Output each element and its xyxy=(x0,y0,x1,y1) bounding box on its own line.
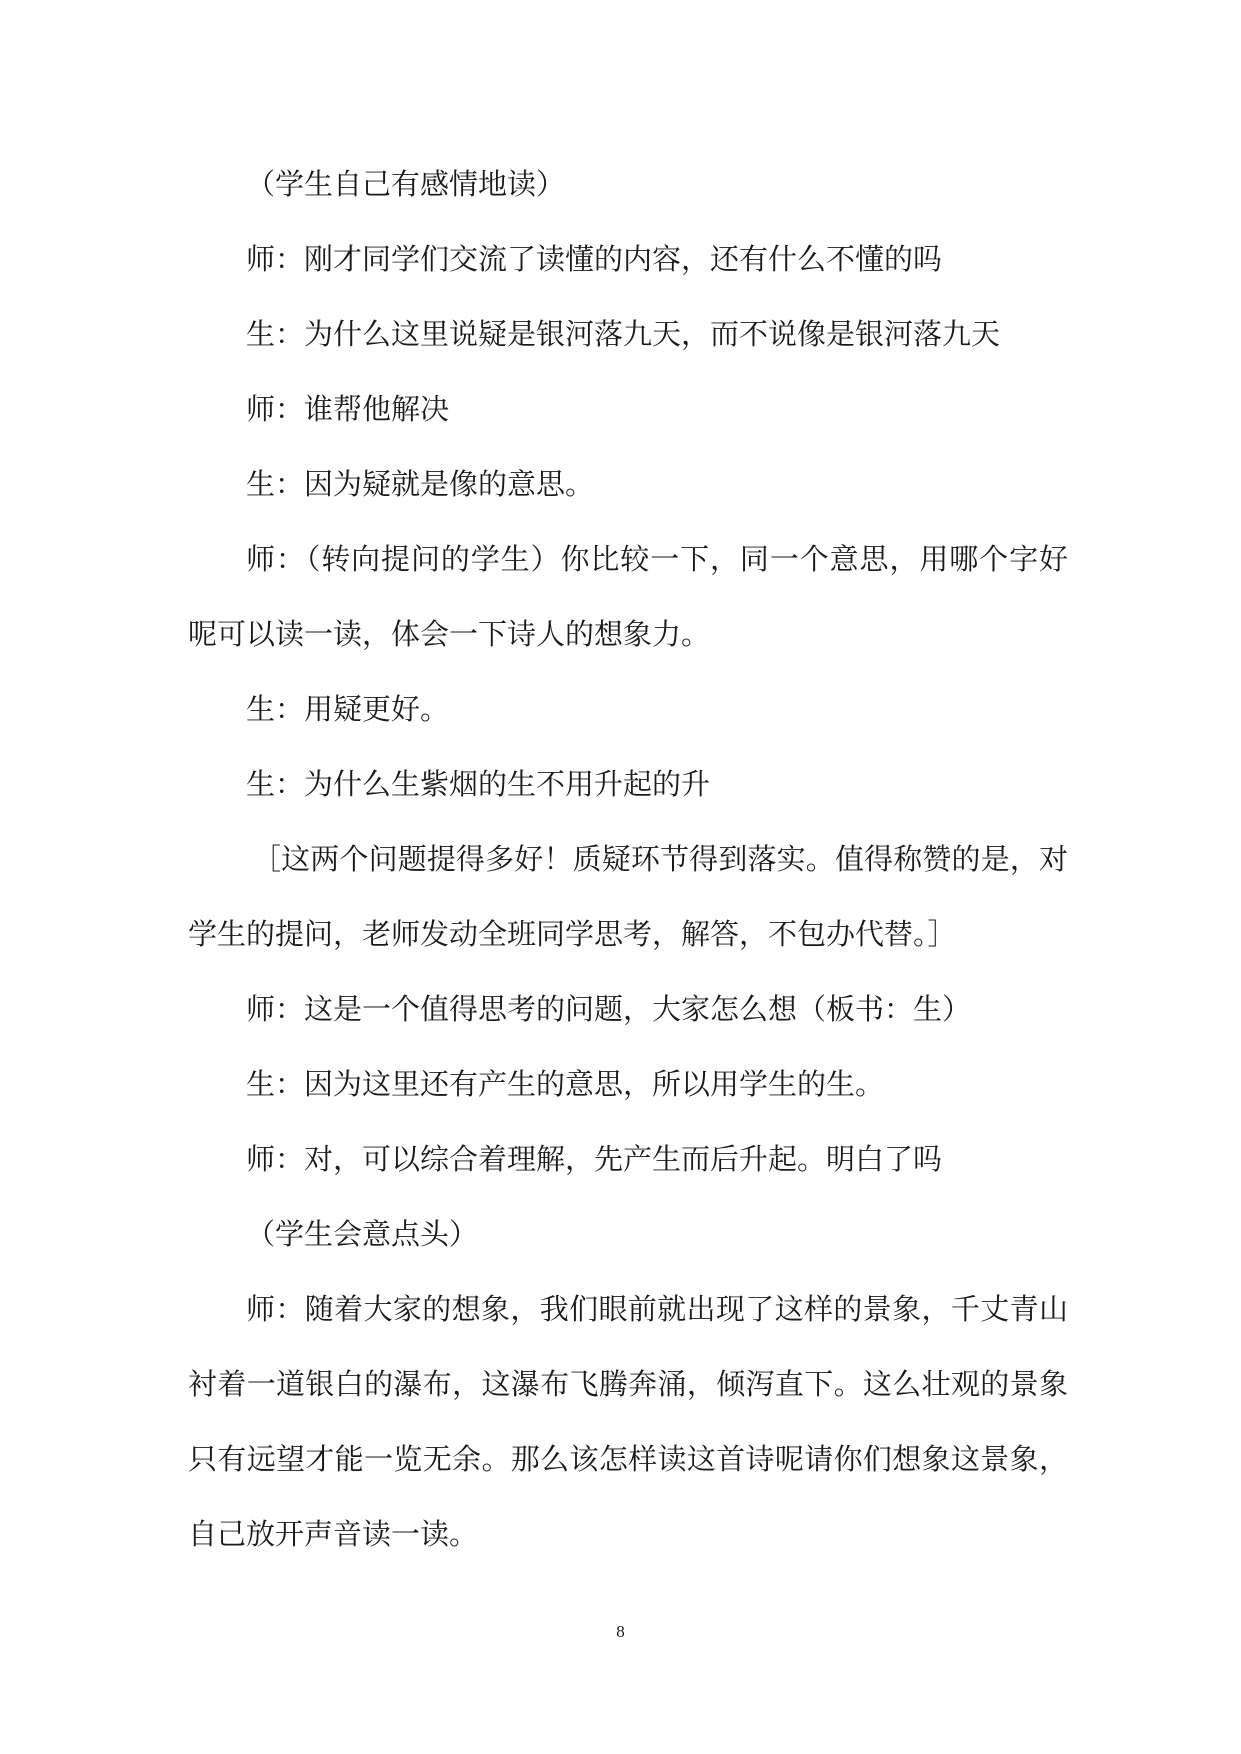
paragraph-teacher-question: 师：刚才同学们交流了读懂的内容，还有什么不懂的吗 xyxy=(246,242,943,276)
paragraph-teacher-think: 师：这是一个值得思考的问题，大家怎么想（板书：生） xyxy=(246,992,972,1026)
paragraph-student-question-yi: 生：为什么这里说疑是银河落九天，而不说像是银河落九天 xyxy=(246,317,1001,351)
body-text xyxy=(188,147,1068,1572)
paragraph-teacher-imagination: 师：随着大家的想象，我们眼前就出现了这样的景象，千丈青山衬着一道银白的瀑布，这瀑布飞腾奔涌，倾泻直下。这么壮观的景象只有远望才能一览无余。那么该怎样读这首诗呢请你们想象这景象，自己放开声音读一读。 xyxy=(188,1292,1068,1551)
paragraph-student-answer-yi: 生：因为疑就是像的意思。 xyxy=(246,467,595,501)
paragraph-teacher-summary: 师：对，可以综合着理解，先产生而后升起。明白了吗 xyxy=(246,1142,943,1176)
paragraph-student-reading: （学生自己有感情地读） xyxy=(246,167,566,201)
paragraph-student-nod: （学生会意点头） xyxy=(246,1217,479,1251)
page-number: 8 xyxy=(616,1622,625,1641)
paragraph-teacher-who-helps: 师：谁帮他解决 xyxy=(246,392,450,426)
paragraph-teacher-compare: 师：（转向提问的学生）你比较一下，同一个意思，用哪个字好呢可以读一读，体会一下诗人的想象力。 xyxy=(188,542,1068,651)
paragraph-student-yi-better: 生：用疑更好。 xyxy=(246,692,450,726)
paragraph-commentary: ［这两个问题提得多好！质疑环节得到落实。值得称赞的是，对学生的提问，老师发动全班同学思考，解答，不包办代替。］ xyxy=(188,842,1068,951)
paragraph-student-question-sheng: 生：为什么生紫烟的生不用升起的升 xyxy=(246,767,711,801)
paragraph-student-answer-sheng: 生：因为这里还有产生的意思，所以用学生的生。 xyxy=(246,1067,885,1101)
